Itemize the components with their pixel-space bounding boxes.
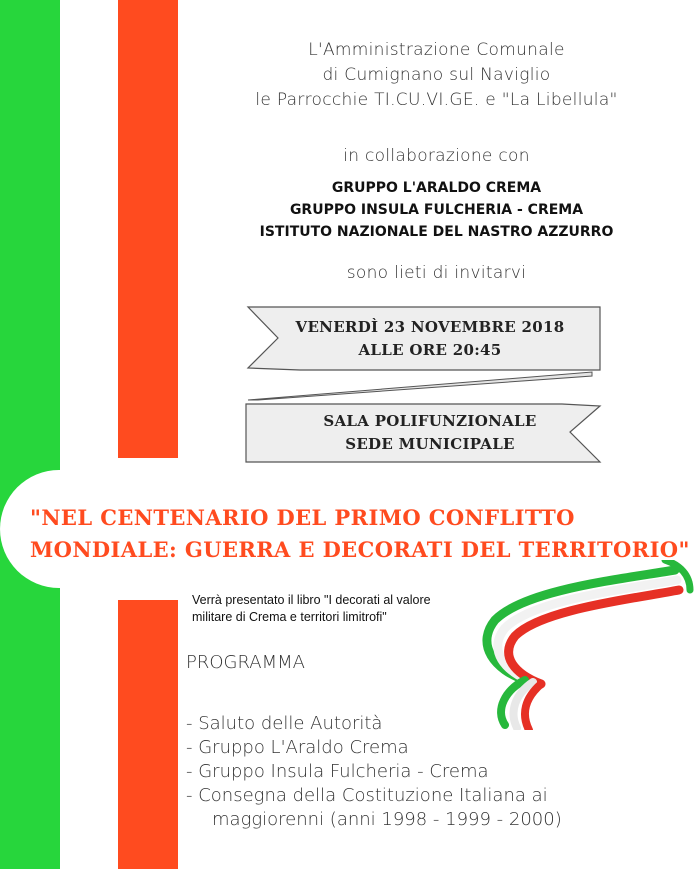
- date-line: VENERDÌ 23 NOVEMBRE 2018: [295, 318, 565, 336]
- organizer-line-2: di Cumignano sul Naviglio: [322, 65, 551, 85]
- program-item-4: - Consegna della Costituzione Italiana ai: [186, 785, 548, 806]
- book-line-1: Verrà presentato il libro "I decorati al valore: [192, 593, 431, 607]
- place-line-2: SEDE MUNICIPALE: [345, 435, 515, 453]
- book-line-2: militare di Crema e territori limitrofi": [192, 610, 387, 624]
- organizer-line-1: L'Amministrazione Comunale: [308, 40, 565, 60]
- organizer-line-3: le Parrocchie TI.CU.VI.GE. e "La Libellula": [255, 90, 618, 110]
- partner-2: GRUPPO INSULA FULCHERIA - CREMA: [289, 202, 584, 218]
- title-line-2: MONDIALE: GUERRA E DECORATI DEL TERRITORIO": [30, 537, 690, 562]
- partner-1: GRUPPO L'ARALDO CREMA: [331, 180, 542, 196]
- date-text: [280, 316, 580, 362]
- place-text: [280, 410, 580, 456]
- program-heading: PROGRAMMA: [186, 652, 305, 673]
- book-announcement: [192, 592, 431, 626]
- program-item-2: - Gruppo L'Araldo Crema: [186, 737, 409, 758]
- program-item-3: - Gruppo Insula Fulcheria - Crema: [186, 761, 489, 782]
- invite-text: sono lieti di invitarvi: [346, 263, 527, 283]
- partner-3: ISTITUTO NAZIONALE DEL NASTRO AZZURRO: [259, 224, 614, 240]
- time-line: ALLE ORE 20:45: [358, 341, 502, 359]
- banner-fold: [248, 372, 592, 400]
- collab-text: in collaborazione con: [343, 146, 530, 166]
- program-list: [186, 712, 562, 832]
- program-item-4-continuation: maggiorenni (anni 1998 - 1999 - 2000): [212, 809, 562, 830]
- place-line-1: SALA POLIFUNZIONALE: [323, 412, 537, 430]
- title-line-1: "NEL CENTENARIO DEL PRIMO CONFLITTO: [30, 505, 575, 530]
- event-title: [30, 502, 690, 566]
- program-item-1: - Saluto delle Autorità: [186, 713, 383, 734]
- tricolor-ribbon-icon: [465, 560, 695, 730]
